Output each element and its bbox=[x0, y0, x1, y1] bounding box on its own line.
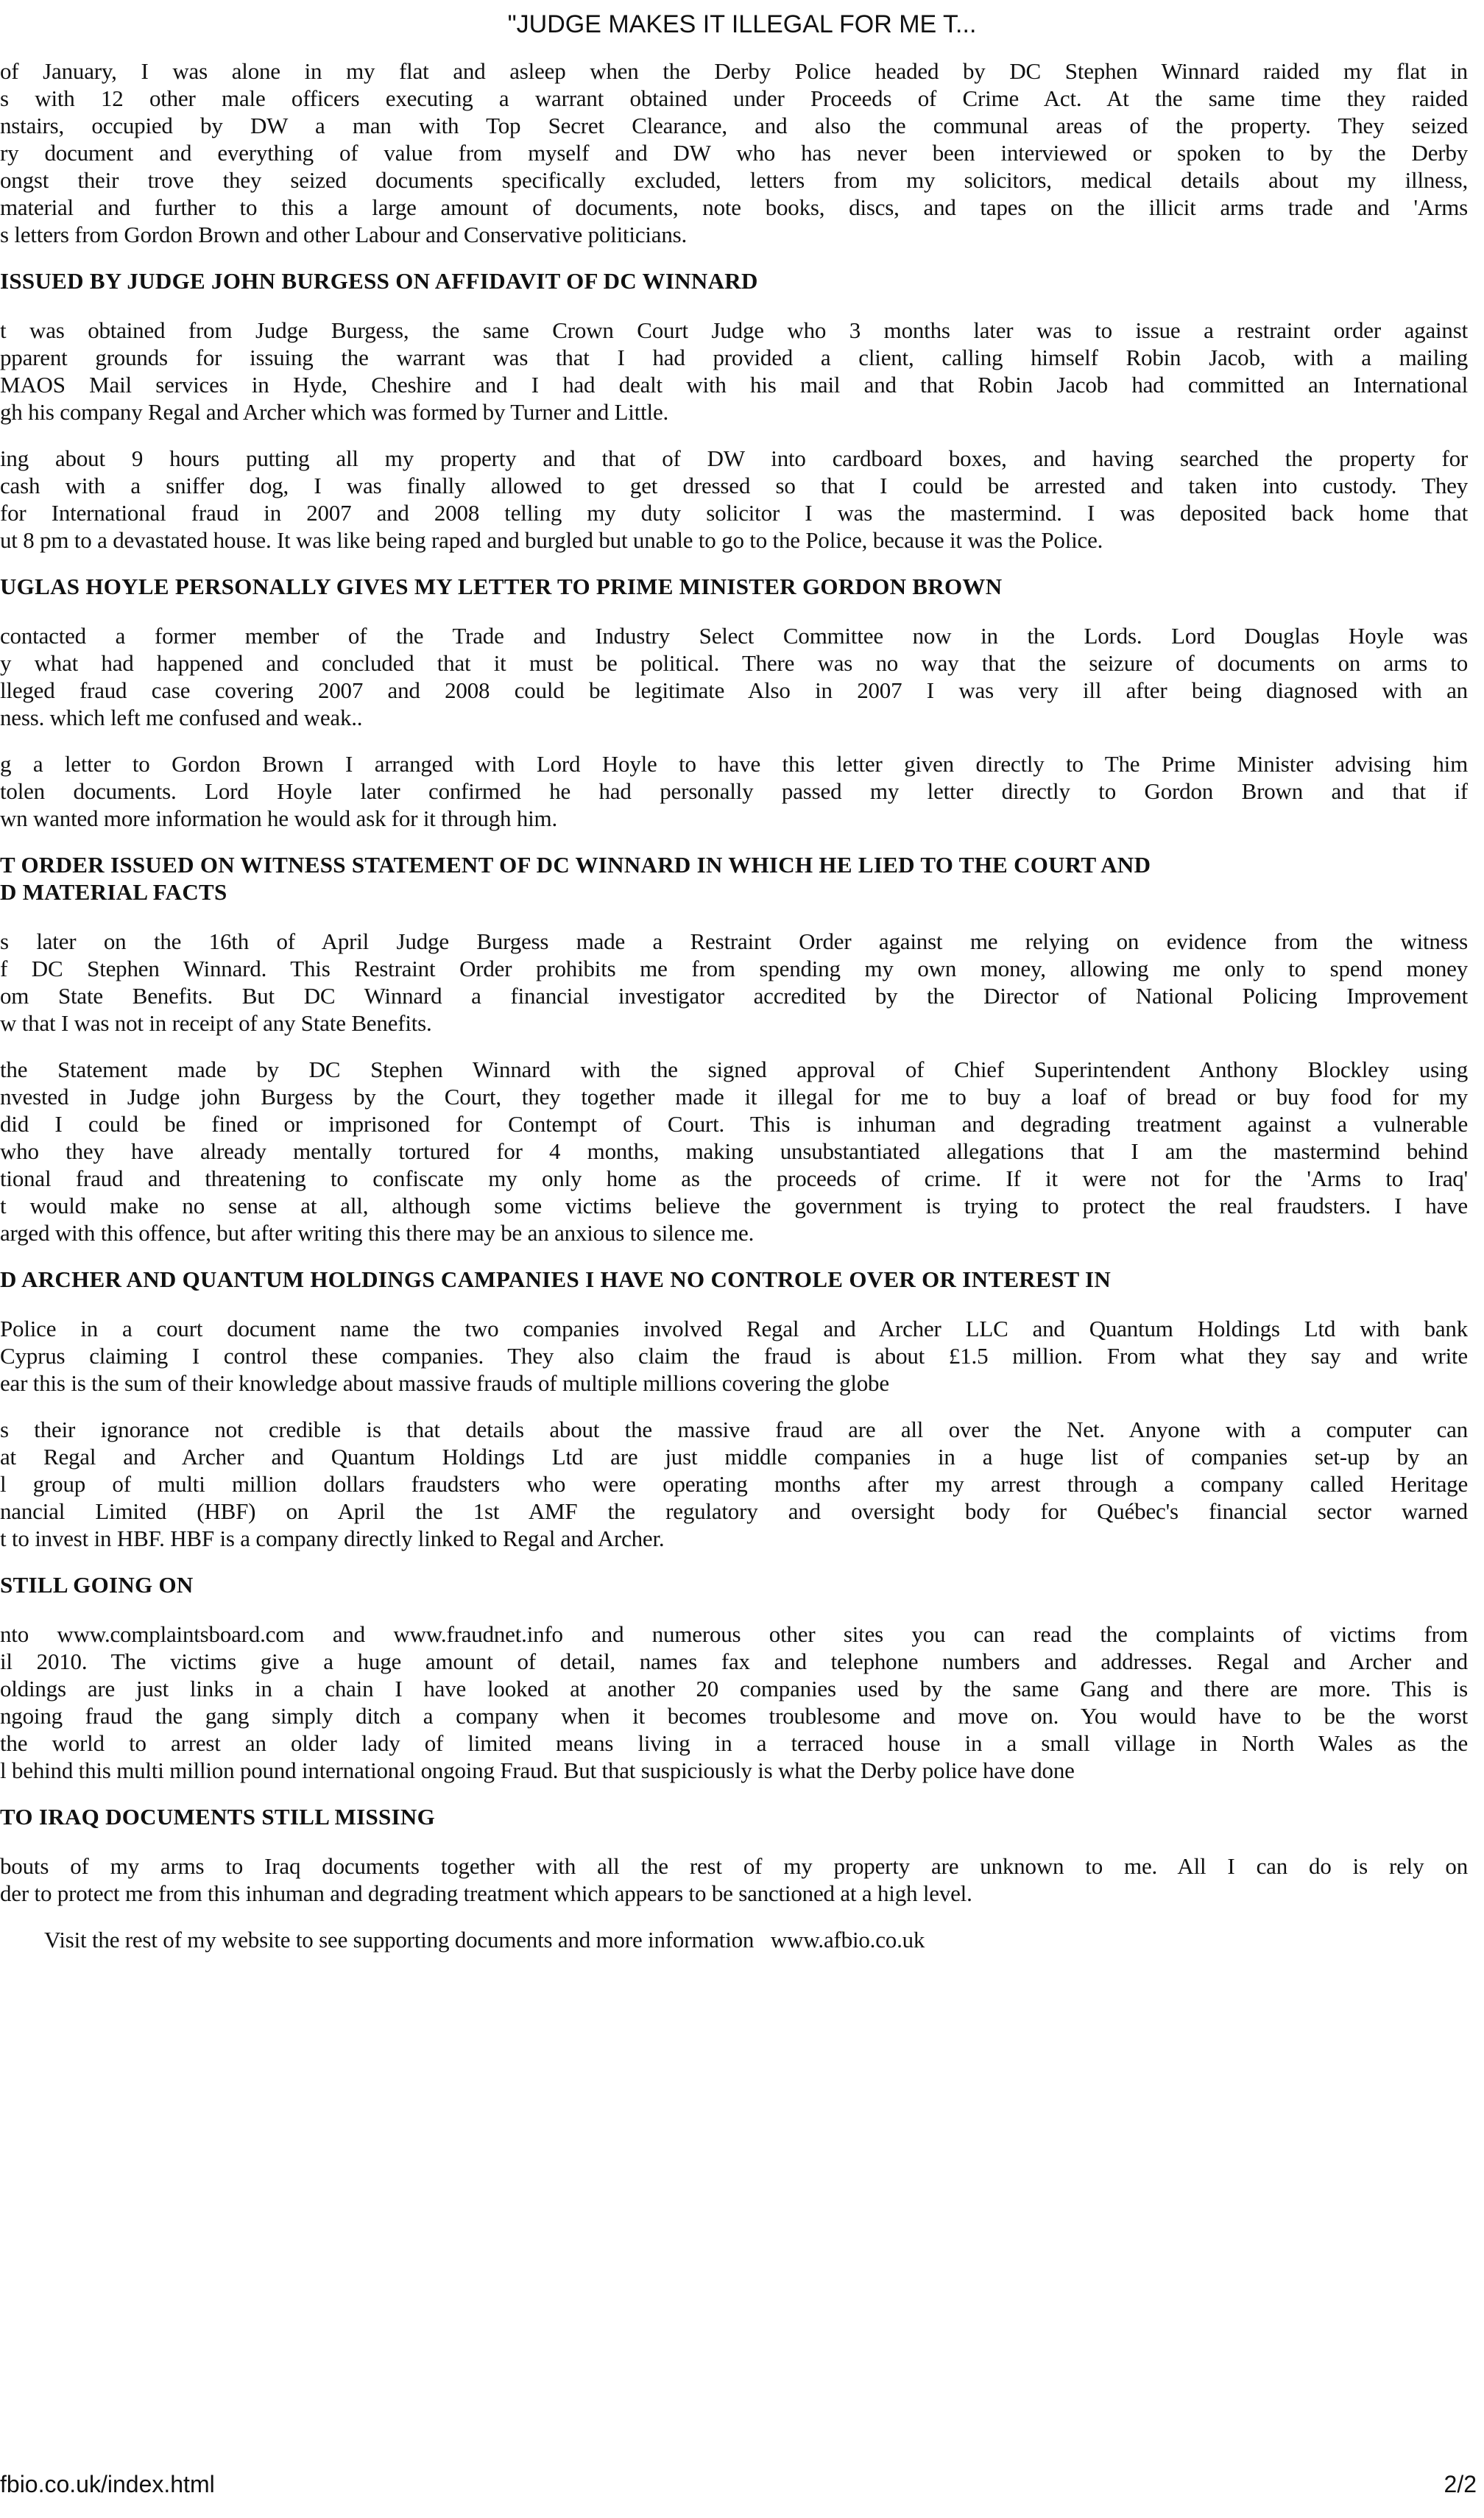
text-line: tional fraud and threatening to confiscate my only home as the proceeds of crime. If it were not for the 'Arms to Iraq' bbox=[0, 1165, 1468, 1191]
text-line: lleged fraud case covering 2007 and 2008 could be legitimate Also in 2007 I was very ill after being diagnosed with an bbox=[0, 677, 1468, 703]
text-line: tolen documents. Lord Hoyle later confirmed he had personally passed my letter directly to Gordon Brown and that if bbox=[0, 778, 1468, 804]
text-line: nstairs, occupied by DW a man with Top Secret Clearance, and also the communal areas of the property. They seized bbox=[0, 113, 1468, 138]
text-line: the world to arrest an older lady of limited means living in a terraced house in a small village in North Wales as the bbox=[0, 1730, 1468, 1756]
text-line: gh his company Regal and Archer which was formed by Turner and Little. bbox=[0, 399, 669, 425]
paragraph bbox=[0, 1056, 1468, 1246]
text-line: s later on the 16th of April Judge Burgess made a Restraint Order against me relying on evidence from the witness bbox=[0, 928, 1468, 954]
text-line: ngoing fraud the gang simply ditch a company when it becomes troublesome and move on. You would have to be the worst bbox=[0, 1703, 1468, 1729]
text-line: Police in a court document name the two companies involved Regal and Archer LLC and Quantum Holdings Ltd with bank bbox=[0, 1316, 1468, 1341]
text-line: om State Benefits. But DC Winnard a financial investigator accredited by the Director of National Policing Improvement bbox=[0, 983, 1468, 1009]
section-heading bbox=[0, 1803, 1468, 1830]
paragraph bbox=[0, 57, 1468, 248]
text-line: STILL GOING ON bbox=[0, 1572, 194, 1598]
section-heading bbox=[0, 1266, 1468, 1293]
text-line: wn wanted more information he would ask for it through him. bbox=[0, 805, 558, 831]
text-line: contacted a former member of the Trade and Industry Select Committee now in the Lords. Lord Douglas Hoyle was bbox=[0, 623, 1468, 649]
text-line: y what had happened and concluded that it must be political. There was no way that the seizure of documents on arms to bbox=[0, 650, 1468, 676]
paragraph bbox=[0, 750, 1468, 832]
text-line: at Regal and Archer and Quantum Holdings Ltd are just middle companies in a huge list of companies set-up by an bbox=[0, 1444, 1468, 1470]
closing-line bbox=[0, 1926, 1468, 1953]
text-line: nancial Limited (HBF) on April the 1st AMF the regulatory and oversight body for Québec's financial sector warned bbox=[0, 1498, 1468, 1524]
text-line: arged with this offence, but after writing this there may be an anxious to silence me. bbox=[0, 1220, 755, 1246]
text-line: ongst their trove they seized documents specifically excluded, letters from my solicitors, medical details about my illness, bbox=[0, 167, 1468, 193]
text-line: oldings are just links in a chain I have looked at another 20 companies used by the same Gang and there are more. This is bbox=[0, 1676, 1468, 1701]
text-line: l group of multi million dollars fraudsters who were operating months after my arrest through a company called Heritage bbox=[0, 1471, 1468, 1497]
print-footer-url: fbio.co.uk/index.html bbox=[0, 2471, 215, 2497]
text-line: D ARCHER AND QUANTUM HOLDINGS CAMPANIES I HAVE NO CONTROLE OVER OR INTEREST IN bbox=[0, 1266, 1112, 1292]
section-heading bbox=[0, 1571, 1468, 1598]
text-line: bouts of my arms to Iraq documents together with all the rest of my property are unknown to me. All I can do is rely on bbox=[0, 1853, 1468, 1879]
text-line: l behind this multi million pound international ongoing Fraud. But that suspiciously is what the Derby police have done bbox=[0, 1757, 1075, 1783]
text-line: s with 12 other male officers executing a warrant obtained under Proceeds of Crime Act. At the same time they raided bbox=[0, 85, 1468, 111]
text-line: t was obtained from Judge Burgess, the same Crown Court Judge who 3 months later was to issue a restraint order against bbox=[0, 317, 1468, 343]
closing-text: Visit the rest of my website to see supporting documents and more information bbox=[44, 1927, 755, 1953]
text-line: ing about 9 hours putting all my property and that of DW into cardboard boxes, and having searched the property for bbox=[0, 445, 1468, 471]
text-line: ISSUED BY JUDGE JOHN BURGESS ON AFFIDAVIT OF DC WINNARD bbox=[0, 268, 758, 294]
text-line: for International fraud in 2007 and 2008 telling my duty solicitor I was the mastermind. I was deposited back home that bbox=[0, 500, 1468, 526]
section-heading bbox=[0, 267, 1468, 295]
text-line: nvested in Judge john Burgess by the Court, they together made it illegal for me to buy a loaf of bread or buy food for my bbox=[0, 1084, 1468, 1110]
text-line: ness. which left me confused and weak.. bbox=[0, 705, 363, 730]
text-line: cash with a sniffer dog, I was finally allowed to get dressed so that I could be arrested and taken into custody. They bbox=[0, 473, 1468, 498]
text-line: s their ignorance not credible is that details about the massive fraud are all over the Net. Anyone with a computer can bbox=[0, 1417, 1468, 1442]
paragraph bbox=[0, 928, 1468, 1037]
text-line: T ORDER ISSUED ON WITNESS STATEMENT OF DC WINNARD IN WHICH HE LIED TO THE COURT AND bbox=[0, 852, 1151, 878]
text-line: der to protect me from this inhuman and degrading treatment which appears to be sanctioned at a high level. bbox=[0, 1880, 972, 1906]
print-footer-page-number: 2/2 bbox=[1444, 2471, 1477, 2497]
text-line: nto www.complaintsboard.com and www.fraudnet.info and numerous other sites you can read the complaints of victims from bbox=[0, 1621, 1468, 1647]
text-line: material and further to this a large amount of documents, note books, discs, and tapes on the illicit arms trade and 'Arms bbox=[0, 194, 1468, 220]
paragraph bbox=[0, 1315, 1468, 1397]
text-line: the Statement made by DC Stephen Winnard with the signed approval of Chief Superintendent Anthony Blockley using bbox=[0, 1057, 1468, 1082]
text-line: who they have already mentally tortured for 4 months, making unsubstantiated allegations that I am the mastermind behind bbox=[0, 1138, 1468, 1164]
text-line: t would make no sense at all, although some victims believe the government is trying to protect the real fraudsters. I have bbox=[0, 1193, 1468, 1219]
paragraph bbox=[0, 445, 1468, 554]
section-heading bbox=[0, 573, 1468, 600]
text-line: ry document and everything of value from myself and DW who has never been interviewed or spoken to by the Derby bbox=[0, 140, 1468, 166]
text-line: of January, I was alone in my flat and asleep when the Derby Police headed by DC Stephen Winnard raided my flat in bbox=[0, 58, 1468, 84]
text-line: Cyprus claiming I control these companies. They also claim the fraud is about £1.5 million. From what they say and write bbox=[0, 1343, 1468, 1369]
text-line: w that I was not in receipt of any State Benefits. bbox=[0, 1010, 432, 1036]
text-line: f DC Stephen Winnard. This Restraint Order prohibits me from spending my own money, allowing me only to spend money bbox=[0, 956, 1468, 981]
section-heading bbox=[0, 851, 1468, 906]
text-line: did I could be fined or imprisoned for Contempt of Court. This is inhuman and degrading treatment against a vulnerable bbox=[0, 1111, 1468, 1137]
text-line: s letters from Gordon Brown and other Labour and Conservative politicians. bbox=[0, 222, 688, 247]
paragraph bbox=[0, 317, 1468, 426]
print-header-title: "JUDGE MAKES IT ILLEGAL FOR ME T... bbox=[507, 10, 977, 38]
text-line: g a letter to Gordon Brown I arranged with Lord Hoyle to have this letter given directly to The Prime Minister advising him bbox=[0, 751, 1468, 777]
paragraph bbox=[0, 1416, 1468, 1552]
text-line: TO IRAQ DOCUMENTS STILL MISSING bbox=[0, 1804, 435, 1830]
text-line: D MATERIAL FACTS bbox=[0, 879, 227, 905]
article-body bbox=[0, 57, 1468, 1972]
text-line: il 2010. The victims give a huge amount of detail, names fax and telephone numbers and addresses. Regal and Archer and bbox=[0, 1648, 1468, 1674]
text-line: pparent grounds for issuing the warrant was that I had provided a client, calling himself Robin Jacob, with a mailing bbox=[0, 345, 1468, 370]
text-line: ear this is the sum of their knowledge about massive frauds of multiple millions covering the globe bbox=[0, 1370, 889, 1396]
website-link[interactable]: www.afbio.co.uk bbox=[770, 1927, 925, 1953]
text-line: ut 8 pm to a devastated house. It was like being raped and burgled but unable to go to the Police, because it was the Police. bbox=[0, 527, 1103, 553]
paragraph bbox=[0, 622, 1468, 731]
paragraph bbox=[0, 1621, 1468, 1784]
text-line: t to invest in HBF. HBF is a company directly linked to Regal and Archer. bbox=[0, 1526, 665, 1551]
text-line: MAOS Mail services in Hyde, Cheshire and I had dealt with his mail and that Robin Jacob had committed an International bbox=[0, 372, 1468, 398]
text-line: UGLAS HOYLE PERSONALLY GIVES MY LETTER TO PRIME MINISTER GORDON BROWN bbox=[0, 574, 1003, 599]
paragraph bbox=[0, 1852, 1468, 1907]
